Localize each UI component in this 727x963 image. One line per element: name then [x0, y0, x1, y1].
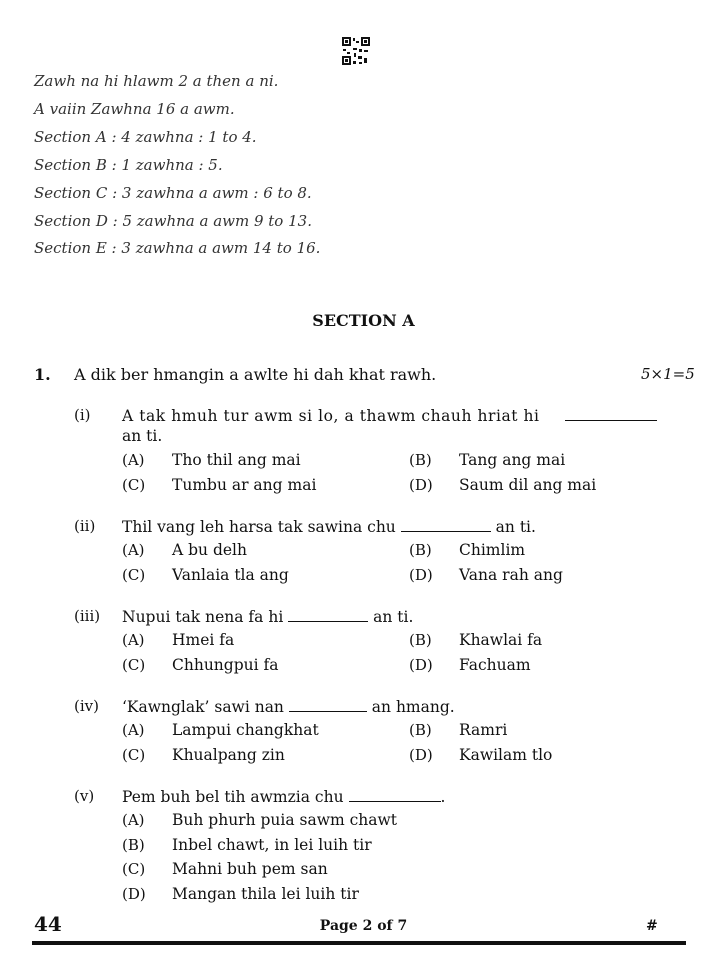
option-text: Mahni buh pem san [172, 860, 328, 878]
option-label: (B) [409, 541, 432, 559]
option-label: (D) [409, 476, 433, 494]
stem-text: ‘Kawnglak’ sawi nan [122, 698, 284, 716]
option-label: (C) [122, 566, 146, 584]
instruction-line: Zawh na hi hlawm 2 a then a ni. [34, 72, 279, 90]
instruction-line: Section B : 1 zawhna : 5. [34, 156, 223, 174]
item-number: (i) [74, 406, 91, 424]
stem-text: . [440, 788, 446, 806]
qr-code-icon [342, 37, 370, 65]
footer-rule [32, 941, 686, 945]
question-marks: 5×1=5 [641, 365, 695, 383]
question-text: A dik ber hmangin a awlte hi dah khat rawh. [74, 365, 437, 384]
answer-blank [401, 517, 491, 532]
option-text: Mangan thila lei luih tir [172, 885, 359, 903]
option-label: (D) [409, 746, 433, 764]
instruction-line: Section E : 3 zawhna a awm 14 to 16. [34, 239, 321, 257]
answer-blank [565, 406, 657, 421]
item-stem [122, 517, 536, 536]
item-stem [122, 406, 657, 445]
option-text: A bu delh [172, 541, 247, 559]
option-text: Kawilam tlo [459, 746, 553, 764]
answer-blank [289, 697, 367, 712]
paper-code: 44 [34, 912, 62, 936]
option-label: (A) [122, 721, 145, 739]
item-number: (v) [74, 787, 95, 805]
question-number: 1. [34, 365, 51, 384]
instruction-line: Section A : 4 zawhna : 1 to 4. [34, 128, 257, 146]
option-text: Chhungpui fa [172, 656, 279, 674]
stem-text: an ti. [373, 608, 414, 626]
option-text: Tumbu ar ang mai [172, 476, 317, 494]
option-text: Tang ang mai [459, 451, 566, 469]
instruction-line: Section C : 3 zawhna a awm : 6 to 8. [34, 184, 312, 202]
instruction-line: Section D : 5 zawhna a awm 9 to 13. [34, 212, 312, 230]
option-label: (D) [409, 656, 433, 674]
option-label: (A) [122, 541, 145, 559]
instruction-line: A vaiin Zawhna 16 a awm. [34, 100, 235, 118]
item-stem [122, 607, 413, 626]
item-number: (iii) [74, 607, 101, 625]
stem-text: Thil vang leh harsa tak sawina chu [122, 518, 396, 536]
option-text: Inbel chawt, in lei luih tir [172, 836, 372, 854]
footer-hash: # [646, 918, 658, 934]
option-label: (D) [122, 885, 146, 903]
option-text: Vana rah ang [459, 566, 563, 584]
stem-text: Nupui tak nena fa hi [122, 608, 284, 626]
answer-blank [288, 607, 368, 622]
section-title: SECTION A [312, 311, 415, 330]
option-label: (C) [122, 656, 146, 674]
option-label: (D) [409, 566, 433, 584]
option-label: (C) [122, 860, 146, 878]
option-label: (B) [122, 836, 145, 854]
option-text: Lampui changkhat [172, 721, 319, 739]
option-text: Saum dil ang mai [459, 476, 597, 494]
item-stem [122, 697, 455, 716]
option-text: Khualpang zin [172, 746, 285, 764]
option-text: Chimlim [459, 541, 526, 559]
item-number: (iv) [74, 697, 99, 715]
stem-text: an ti. [122, 427, 163, 445]
option-label: (A) [122, 451, 145, 469]
option-label: (B) [409, 721, 432, 739]
option-text: Tho thil ang mai [172, 451, 301, 469]
answer-blank [349, 787, 441, 802]
option-text: Khawlai fa [459, 631, 543, 649]
page-number: Page 2 of 7 [319, 918, 408, 934]
option-text: Hmei fa [172, 631, 235, 649]
option-text: Vanlaia tla ang [172, 566, 289, 584]
option-label: (A) [122, 631, 145, 649]
option-text: Fachuam [459, 656, 531, 674]
item-number: (ii) [74, 517, 96, 535]
option-label: (B) [409, 631, 432, 649]
option-label: (C) [122, 746, 146, 764]
stem-text: A tak hmuh tur awm si lo, a thawm chauh hriat hi [122, 407, 540, 425]
option-label: (B) [409, 451, 432, 469]
option-text: Ramri [459, 721, 508, 739]
option-label: (C) [122, 476, 146, 494]
stem-text: Pem buh bel tih awmzia chu [122, 788, 344, 806]
stem-text: an ti. [495, 518, 536, 536]
item-stem [122, 787, 445, 806]
option-label: (A) [122, 811, 145, 829]
stem-text: an hmang. [371, 698, 455, 716]
option-text: Buh phurh puia sawm chawt [172, 811, 398, 829]
